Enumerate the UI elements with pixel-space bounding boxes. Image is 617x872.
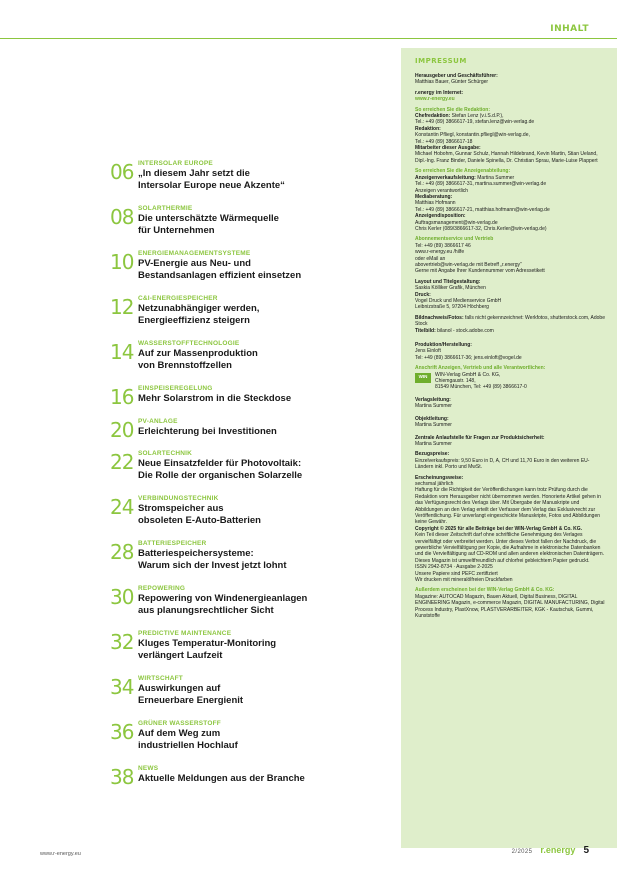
- internet-label: r.energy im Internet:: [415, 89, 464, 96]
- manufacturing-name: Jens Einloft: [415, 348, 441, 355]
- toc-entry[interactable]: [110, 250, 390, 281]
- publisher-city: 81549 München, Tel: +49 (89) 3866617-0: [435, 384, 527, 391]
- editorial-label: Redaktion:: [415, 125, 441, 132]
- toc-entry[interactable]: [110, 720, 390, 751]
- dispo-mail: Auftragsmanagement@win-verlag.de: [415, 219, 498, 226]
- toc-page-number: 12: [110, 295, 134, 319]
- cover-credit: bilanol - stock.adobe.com: [435, 327, 494, 334]
- toc-category: PREDICTIVE MAINTENANCE: [138, 630, 232, 637]
- toc-page-number: 14: [110, 340, 134, 364]
- toc-category: INTERSOLAR EUROPE: [138, 160, 213, 167]
- publisher-block: [415, 73, 605, 86]
- section-label: INHALT: [550, 24, 589, 34]
- contributors-label: Mitarbeiter dieser Ausgabe:: [415, 145, 481, 152]
- chief-label: Chefredaktion:: [415, 113, 451, 120]
- other-titles-block: [415, 587, 605, 619]
- toc-title: Auf zur Massenproduktion von Brennstoffzellen: [138, 348, 258, 371]
- impressum-heading: IMPRESSUM: [415, 57, 467, 65]
- toc-title: Neue Einsatzfelder für Photovoltaik: Die Rolle der organischen Solarzelle: [138, 458, 303, 481]
- toc-category: BATTERIESPEICHER: [138, 540, 207, 547]
- toc-category: PV-ANLAGE: [138, 417, 178, 425]
- ads-heading: So erreichen Sie die Anzeigenabteilung:: [415, 168, 511, 175]
- publisher-company: WIN-Verlag GmbH & Co. KG,: [435, 371, 501, 378]
- object-lead-label: Objektleitung:: [415, 415, 449, 422]
- toc-entry[interactable]: [110, 385, 390, 409]
- toc-page-number: 36: [110, 720, 134, 744]
- product-safety-label: Zentrale Anlaufstelle für Fragen zur Produktsicherheit:: [415, 434, 545, 441]
- toc-title: Stromspeicher aus obsoleten E-Auto-Batterien: [138, 503, 261, 526]
- toc-title: PV-Energie aus Neu- und Bestandsanlagen effizient einsetzen: [138, 258, 302, 281]
- media-contact: Tel.: +49 (89) 3866617-21, matthias.hofmann@win-verlag.de: [415, 206, 550, 213]
- subscription-or: oder eMail an: [415, 255, 446, 262]
- ink-note: Wir drucken mit mineralölfreien Druckfarben: [415, 577, 513, 584]
- publishing-lead-label: Verlagsleitung:: [415, 396, 451, 403]
- toc-title: „In diesem Jahr setzt die Intersolar Europe neue Akzente“: [138, 168, 285, 191]
- toc-category: C&I-ENERGIESPEICHER: [138, 295, 218, 302]
- toc-entry[interactable]: [110, 417, 390, 442]
- toc-title: Die unterschätzte Wärmequelle für Unternehmen: [138, 213, 279, 236]
- print-label: Druck:: [415, 291, 431, 298]
- subscription-url[interactable]: www.r-energy.eu /hilfe: [415, 249, 465, 256]
- prices-text: Einzelverkaufspreis: 9,50 Euro in D, A, CH und 11,70 Euro in den weiteren EU-Ländern inkl. Porto und MwSt.: [415, 457, 590, 471]
- product-safety-block: [415, 435, 605, 448]
- toc-category: VERBINDUNGSTECHNIK: [138, 495, 219, 502]
- photo-credits-text: falls nicht gekennzeichnet: Werkfotos, shutterstock.com, Adobe Stock: [415, 314, 605, 328]
- photo-credits-block: [415, 315, 605, 334]
- other-titles-text: Magazine: AUTOCAD Magazin, Bauen Aktuell, Digital Business, DIGITAL ENGINEERING Magazin, e-commerce Magazin, DIGITAL MANUFACTURING, Digital Process Industry, PlastXnow, PLASTVERARBEITER, KGK - Kautschuk, Gummi, Kunststoffe: [415, 593, 605, 620]
- toc-title: Erleichterung bei Investitionen: [138, 425, 277, 437]
- toc-page-number: 32: [110, 630, 134, 654]
- subscription-block: [415, 236, 605, 274]
- toc-category: WASSERSTOFFTECHNOLOGIE: [138, 340, 240, 347]
- address-heading: Anschrift Anzeigen, Vertrieb und alle Verantwortlichen:: [415, 365, 546, 372]
- page-number: 5: [583, 845, 589, 856]
- editorial-block: [415, 107, 605, 165]
- toc-entry[interactable]: [110, 495, 390, 526]
- impressum-panel: [401, 48, 617, 848]
- contributors-names: Michael Hobohm, Gunnar Schulz, Hannah Hildebrand, Kevin Martin, Stian Ueland, Dipl.-Ing. Franz Binder, Daniele Spinella, Dr. Christian Sprau, Marie-Luise Plappert: [415, 151, 598, 164]
- toc-entry[interactable]: [110, 630, 390, 661]
- ads-block: [415, 168, 605, 232]
- print-address: Leibnizstraße 5, 97204 Höchberg: [415, 304, 489, 311]
- ads-lead-name: Martina Summer: [475, 174, 515, 181]
- subscription-mail[interactable]: abovertrieb@win-verlag.de mit Betreff „r.energy“: [415, 261, 522, 268]
- toc-category: ENERGIEMANAGEMENTSYSTEME: [138, 250, 251, 257]
- toc-page-number: 30: [110, 585, 134, 609]
- toc-title: Kluges Temperatur-Monitoring verlängert Laufzeit: [138, 638, 277, 661]
- chief-contact: Tel.: +49 (89) 3866617-19, stefan.lenz@win-verlag.de: [415, 119, 535, 126]
- subscription-heading: Abonnementservice und Vertrieb: [415, 236, 494, 243]
- toc-category: REPOWERING: [138, 585, 186, 592]
- table-of-contents: [110, 160, 390, 798]
- media-name: Matthias Hofmann: [415, 200, 456, 207]
- footer-right: [512, 845, 589, 856]
- toc-title: Batteriespeichersysteme: Warum sich der Invest jetzt lohnt: [138, 548, 287, 571]
- toc-category: SOLARTHERMIE: [138, 205, 193, 212]
- other-titles-heading: Außerdem erscheinen bei der WIN-Verlag GmbH & Co. KG:: [415, 587, 555, 594]
- win-verlag-logo: WIN: [415, 373, 431, 383]
- copyright-text: Kein Teil dieser Zeitschrift darf ohne schriftliche Genehmigung des Verlages vervielfältigt oder verbreitet werden. Unter dieses Verbot fallen der Nachdruck, die gewerbliche Vervielfältigung per Kopie, die Aufnahme in elektronische Datenbanken und die Vervielfältigung auf CD-ROM und allen anderen elektronischen Datenträgern. Dieses Magazin ist umweltfreundlich auf chlorfrei gebleichtem Papier gedruckt.: [415, 532, 605, 564]
- toc-page-number: 06: [110, 160, 134, 184]
- toc-entry[interactable]: [110, 160, 390, 191]
- frequency-text: sechsmal jährlich: [415, 480, 454, 487]
- footer-url: www.r-energy.eu: [40, 851, 81, 857]
- manufacturing-label: Produktion/Herstellung:: [415, 342, 472, 349]
- editor-tel: Tel.: +49 (89) 3866617-18: [415, 138, 473, 145]
- toc-page-number: 28: [110, 540, 134, 564]
- internet-block: [415, 90, 605, 103]
- toc-title: Repowering von Windenergieanlagen aus planungsrechtlicher Sicht: [138, 593, 308, 616]
- subscription-note: Gerne mit Angabe Ihrer Kundennummer vom Adressetikett: [415, 268, 545, 275]
- ads-responsible: Anzeigen verantwortlich: [415, 187, 469, 194]
- toc-title: Aktuelle Meldungen aus der Branche: [138, 773, 305, 784]
- publishing-lead-block: [415, 397, 605, 410]
- editor-contact: Konstantin Pfliegl, konstantin.pfliegl@win-verlag.de,: [415, 132, 530, 139]
- toc-page-number: 10: [110, 250, 134, 274]
- toc-entry[interactable]: [110, 205, 390, 236]
- frequency-label: Erscheinungsweise:: [415, 474, 464, 481]
- toc-category: GRÜNER WASSERSTOFF: [138, 720, 221, 727]
- toc-page-number: 34: [110, 675, 134, 699]
- manufacturing-contact: Tel: +49 (89) 3866617-36; jens.einloft@vogel.de: [415, 354, 522, 361]
- toc-entry[interactable]: [110, 540, 390, 571]
- toc-entry[interactable]: [110, 340, 390, 371]
- footer-issue: 2/2025: [511, 849, 533, 855]
- footer-brand-logo: r.energy: [540, 845, 576, 855]
- toc-title: Netzunabhängiger werden, Energieeffizienz steigern: [138, 303, 260, 326]
- prices-block: [415, 451, 605, 470]
- toc-entry[interactable]: [110, 765, 390, 789]
- subscription-tel: Tel: +49 (89) 3866617 46: [415, 242, 471, 249]
- photo-credits-label: Bildnachweis/Fotos:: [415, 314, 464, 321]
- toc-category: NEWS: [138, 765, 159, 772]
- publisher-label: Herausgeber und Geschäftsführer:: [415, 73, 498, 79]
- manufacturing-block: [415, 342, 605, 361]
- toc-page-number: 22: [110, 450, 134, 474]
- cover-label: Titelbild:: [415, 327, 436, 334]
- production-block: [415, 279, 605, 311]
- frequency-block: [415, 475, 605, 584]
- toc-entry[interactable]: [110, 585, 390, 616]
- internet-link[interactable]: www.r-energy.eu: [415, 96, 455, 103]
- chief-name: Stefan Lenz (v.i.S.d.P.),: [450, 113, 504, 120]
- toc-entry[interactable]: [110, 295, 390, 326]
- copyright-label: Copyright © 2025 für alle Beiträge bei der WIN-Verlag GmbH & Co. KG.: [415, 525, 583, 532]
- ads-lead-contact: Tel.: +49 (89) 3866617-31, martina.summer@win-verlag.de: [415, 181, 547, 188]
- toc-page-number: 08: [110, 205, 134, 229]
- header-divider: [0, 38, 617, 39]
- toc-title: Auswirkungen auf Erneuerbare Energienit: [138, 683, 244, 706]
- object-lead-block: [415, 416, 605, 429]
- toc-entry[interactable]: [110, 675, 390, 706]
- address-block: [415, 365, 605, 391]
- toc-title: Auf dem Weg zum industriellen Hochlauf: [138, 728, 238, 751]
- editorial-heading: So erreichen Sie die Redaktion:: [415, 106, 491, 113]
- media-label: Mediaberatung:: [415, 193, 453, 200]
- liability-text: Haftung für die Richtigkeit der Veröffentlichungen kann trotz Prüfung durch die Redaktion vom Herausgeber nicht übernommen werden. Honorierte Artikel gehen in das Verfügungsrecht des Verlags über. Mit Übergabe der Manuskripte und Abbildungen an den Verlag erteilt der Verfasser dem Verlag das Exklusivrecht zur Veröffentlichung. Für unverlangt eingeschickte Manuskripte, Fotos und Abbildungen keine Gewähr.: [415, 487, 601, 526]
- object-lead-name: Martina Summer: [415, 422, 452, 429]
- toc-page-number: 16: [110, 385, 134, 409]
- layout-label: Layout und Titelgestaltung:: [415, 278, 481, 285]
- print-name: Vogel Druck und Medienservice GmbH: [415, 298, 502, 304]
- publisher-names: Matthias Bauer, Günter Schürger: [415, 79, 489, 86]
- publishing-lead-name: Martina Summer: [415, 403, 452, 410]
- toc-category: SOLARTECHNIK: [138, 450, 193, 457]
- toc-entry[interactable]: [110, 450, 390, 481]
- dispo-label: Anzeigendisposition:: [415, 213, 466, 220]
- issn: ISSN 2942-8734 · Ausgabe 2-2025: [415, 564, 493, 571]
- prices-label: Bezugspreise:: [415, 451, 450, 458]
- toc-page-number: 24: [110, 495, 134, 519]
- dispo-contact: Chris Kerler (089/3866617-32, Chris.Kerler@win-verlag.de): [415, 225, 547, 232]
- toc-title: Mehr Solarstrom in die Steckdose: [138, 393, 292, 404]
- layout-name: Saskia Kölliker Grafik, München: [415, 285, 486, 292]
- toc-page-number: 20: [110, 417, 134, 442]
- pefc-note: Unsere Papiere sind PEFC zertifiziert: [415, 570, 498, 577]
- toc-page-number: 38: [110, 765, 134, 789]
- product-safety-name: Martina Summer: [415, 440, 452, 447]
- ads-lead-label: Anzeigenverkaufsleitung:: [415, 174, 476, 181]
- publisher-street: Chiemgaustr. 148,: [435, 378, 476, 385]
- toc-category: WIRTSCHAFT: [138, 675, 183, 682]
- toc-category: EINSPEISEREGELUNG: [138, 385, 213, 392]
